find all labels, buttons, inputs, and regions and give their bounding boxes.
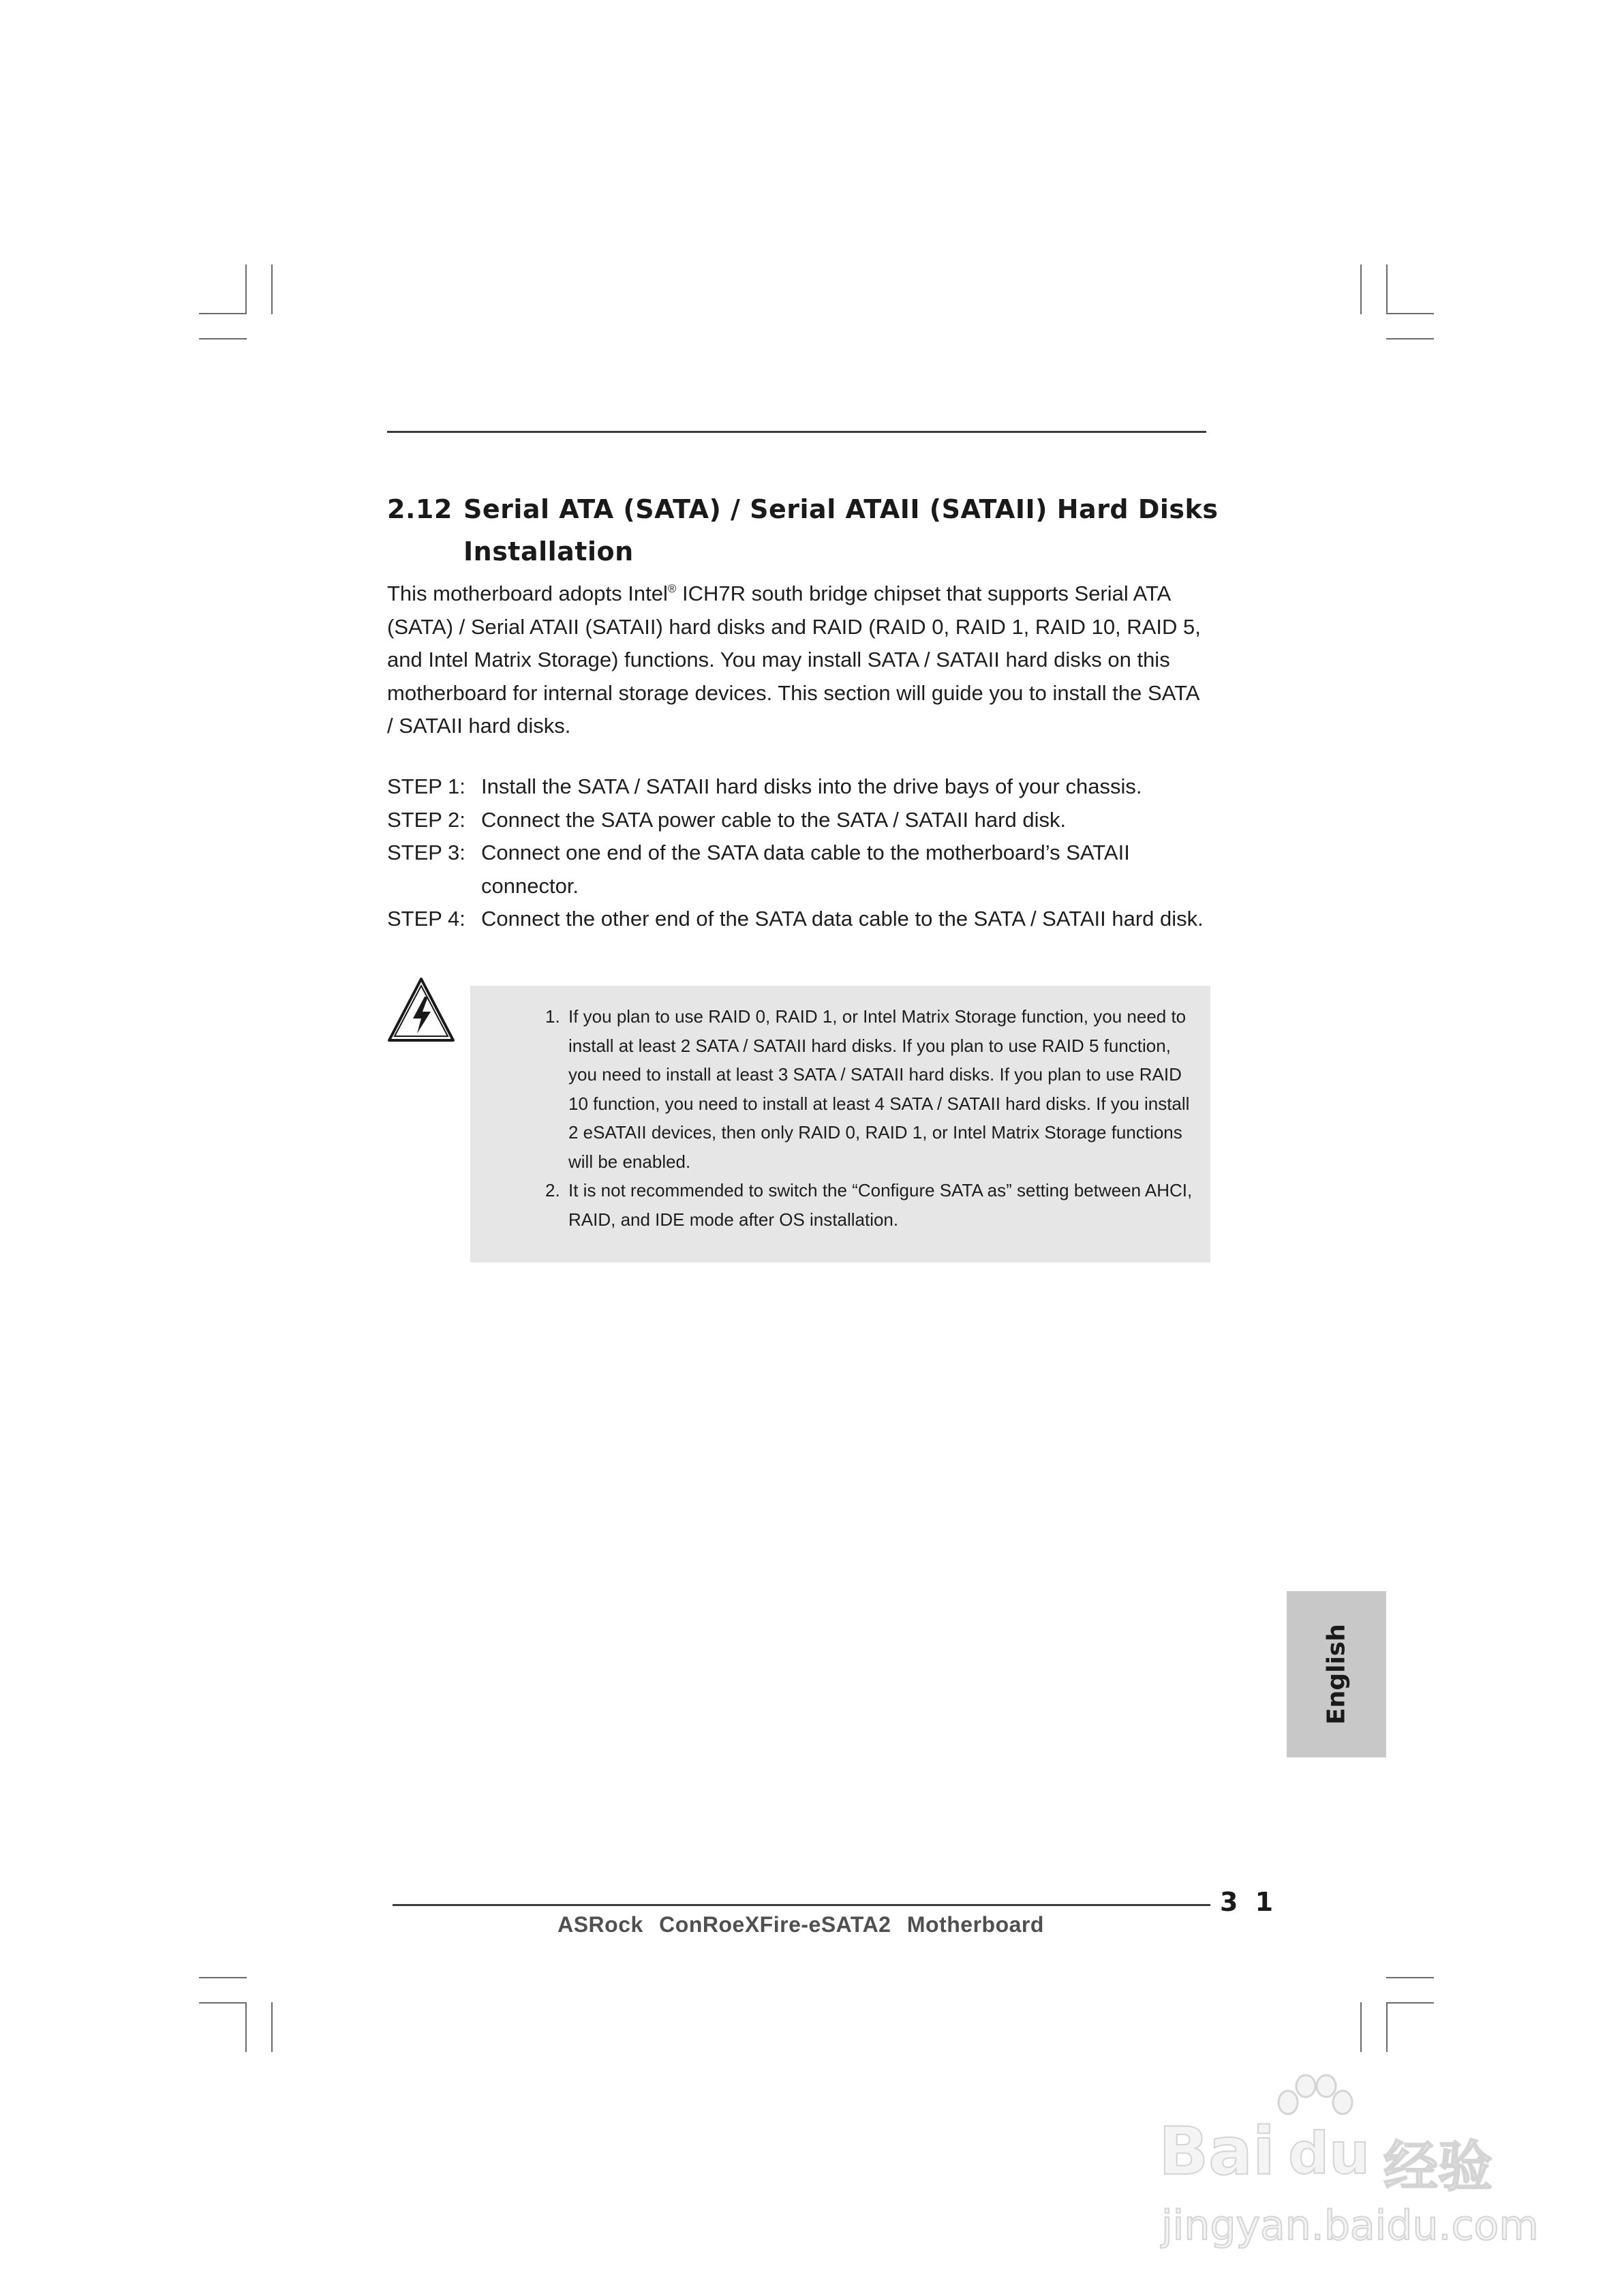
step-text: Connect the other end of the SATA data cable to the SATA / SATAII hard disk. <box>481 907 1204 931</box>
note-text: It is not recommended to switch the “Configure SATA as” setting between AHCI, RAID, and IDE mode after OS installation. <box>568 1180 1193 1230</box>
step-3 <box>387 836 1205 903</box>
note-number: 2. <box>545 1180 560 1200</box>
note-text: If you plan to use RAID 0, RAID 1, or Intel Matrix Storage function, you need to install at least 2 SATA / SATAII hard disks. If you plan to use RAID 5 function, you need to install at least 3 SATA / SATAII hard disks. If you plan to use RAID 10 function, you need to install at least 4 SATA / SATAII hard disks. If you install 2 eSATAII devices, then only RAID 0, RAID 1, or Intel Matrix Storage functions will be enabled. <box>568 1006 1190 1172</box>
step-2 <box>387 804 1205 837</box>
watermark-logo-cn: 经验 <box>1383 2135 1493 2199</box>
baidu-watermark <box>1159 2066 1540 2270</box>
footer-rule <box>393 1904 1210 1906</box>
intro-text-part1: This motherboard adopts Intel <box>387 581 668 605</box>
step-4 <box>387 903 1205 936</box>
note-list <box>545 1002 1199 1234</box>
section-heading <box>387 488 1225 573</box>
note-item-1 <box>545 1002 1199 1176</box>
watermark-logo-du: du <box>1288 2120 1370 2187</box>
step-label: STEP 3: <box>387 841 465 864</box>
footer-text: ASRock ConRoeXFire-eSATA2 Motherboard <box>557 1912 1044 1937</box>
language-tab-label: English <box>1322 1624 1351 1725</box>
section-title-line1: Serial ATA (SATA) / Serial ATAII (SATAII) Hard Disks <box>463 494 1219 524</box>
step-label: STEP 2: <box>387 807 465 832</box>
watermark-url: jingyan.baidu.com <box>1161 2202 1539 2250</box>
warning-lightning-icon <box>387 976 455 1044</box>
note-box <box>470 986 1210 1263</box>
intro-text-part2: ICH7R south bridge chipset that supports Serial ATA (SATA) / Serial ATAII (SATAII) hard disks and RAID (RAID 0, RAID 1, RAID 10, RAID 5, and Intel Matrix Storage) functions. You may install SATA / SATAII hard disks on this motherboard for internal storage devices. This section will guide you to install the SATA / SATAII hard disks. <box>387 581 1201 738</box>
language-tab <box>1287 1591 1386 1757</box>
step-label: STEP 4: <box>387 907 465 931</box>
section-number: 2.12 <box>387 494 453 524</box>
step-1 <box>387 770 1205 804</box>
step-text: Connect the SATA power cable to the SATA / SATAII hard disk. <box>481 807 1067 832</box>
step-label: STEP 1: <box>387 774 465 798</box>
step-text: Connect one end of the SATA data cable to the motherboard’s SATAII connector. <box>481 841 1130 898</box>
page-number: 3 1 <box>1220 1887 1278 1917</box>
note-number: 1. <box>545 1006 560 1027</box>
watermark-logo-bai: Bai <box>1159 2113 1275 2190</box>
section-title-line2: Installation <box>463 537 634 567</box>
intro-paragraph <box>387 573 1205 743</box>
step-text: Install the SATA / SATAII hard disks into the drive bays of your chassis. <box>481 774 1142 798</box>
registered-mark: ® <box>667 582 677 595</box>
steps-list <box>387 770 1205 936</box>
note-item-2 <box>545 1176 1199 1234</box>
header-rule <box>387 431 1206 433</box>
